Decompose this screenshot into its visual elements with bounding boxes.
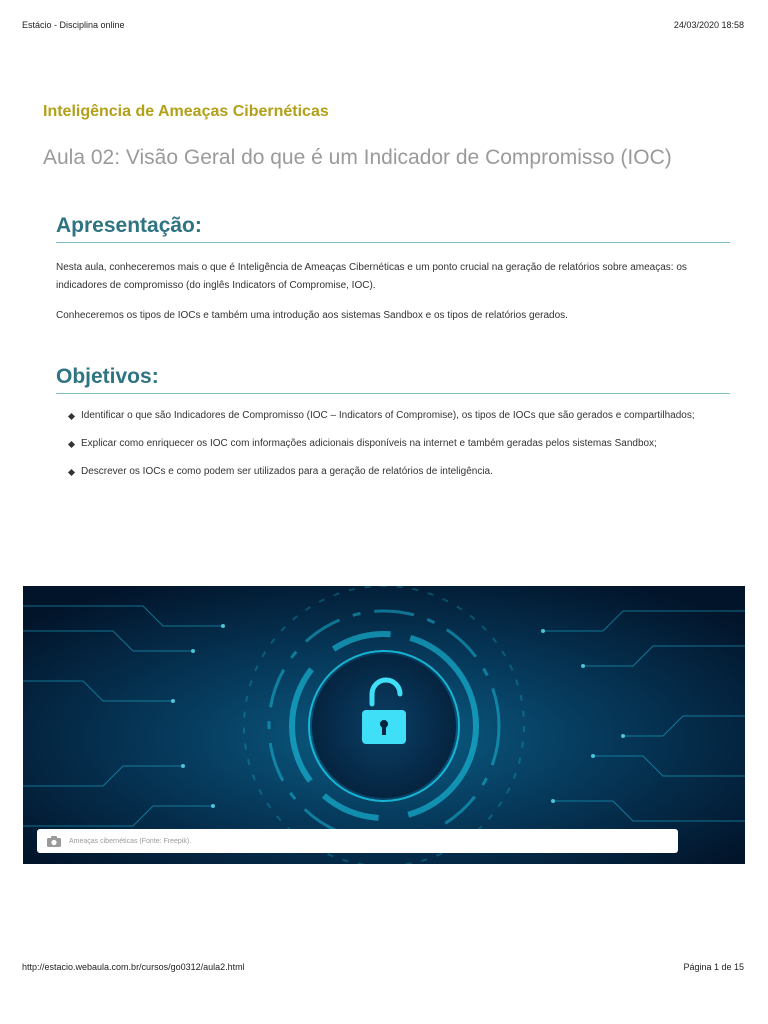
objetivo-text: Identificar o que são Indicadores de Compromisso (IOC – Indicators of Compromise), os tipos de IOCs que são gerados e compartilhados; <box>81 410 695 421</box>
diamond-bullet-icon <box>68 413 75 420</box>
diamond-bullet-icon <box>68 469 75 476</box>
objetivo-item <box>67 435 707 453</box>
course-title: Inteligência de Ameaças Cibernéticas <box>43 103 329 120</box>
objetivo-text: Descrever os IOCs e como podem ser utilizados para a geração de relatórios de inteligência. <box>81 466 493 477</box>
objetivo-item <box>67 407 707 425</box>
print-header-title: Estácio - Disciplina online <box>22 20 125 30</box>
objetivo-item <box>67 463 707 481</box>
apresentacao-heading: Apresentação: <box>56 214 730 243</box>
image-caption <box>37 829 678 853</box>
apresentacao-paragraph-1: Nesta aula, conheceremos mais o que é Inteligência de Ameaças Cibernéticas e um ponto crucial na geração de relatórios sobre ameaças: os indicadores de compromisso (do inglês Indicators of Compromise, IOC). <box>56 262 687 291</box>
objetivos-list <box>67 407 707 491</box>
print-header-datetime: 24/03/2020 18:58 <box>673 20 744 30</box>
cyber-threats-image <box>23 586 745 864</box>
lesson-title: Aula 02: Visão Geral do que é um Indicador de Compromisso (IOC) <box>43 146 672 169</box>
print-header <box>22 20 744 32</box>
page-number: Página 1 de 15 <box>683 962 744 972</box>
apresentacao-paragraph-2: Conheceremos os tipos de IOCs e também uma introdução aos sistemas Sandbox e os tipos de relatórios gerados. <box>56 310 568 321</box>
objetivo-text: Explicar como enriquecer os IOC com informações adicionais disponíveis na internet e também geradas pelos sistemas Sandbox; <box>81 438 657 449</box>
caption-text: Ameaças cibernéticas (Fonte: Freepik). <box>69 837 192 845</box>
print-footer <box>22 962 744 974</box>
diamond-bullet-icon <box>68 441 75 448</box>
camera-icon <box>47 836 61 847</box>
objetivos-heading: Objetivos: <box>56 365 730 394</box>
page-url: http://estacio.webaula.com.br/cursos/go0312/aula2.html <box>22 962 245 972</box>
cyber-illustration <box>23 586 745 864</box>
